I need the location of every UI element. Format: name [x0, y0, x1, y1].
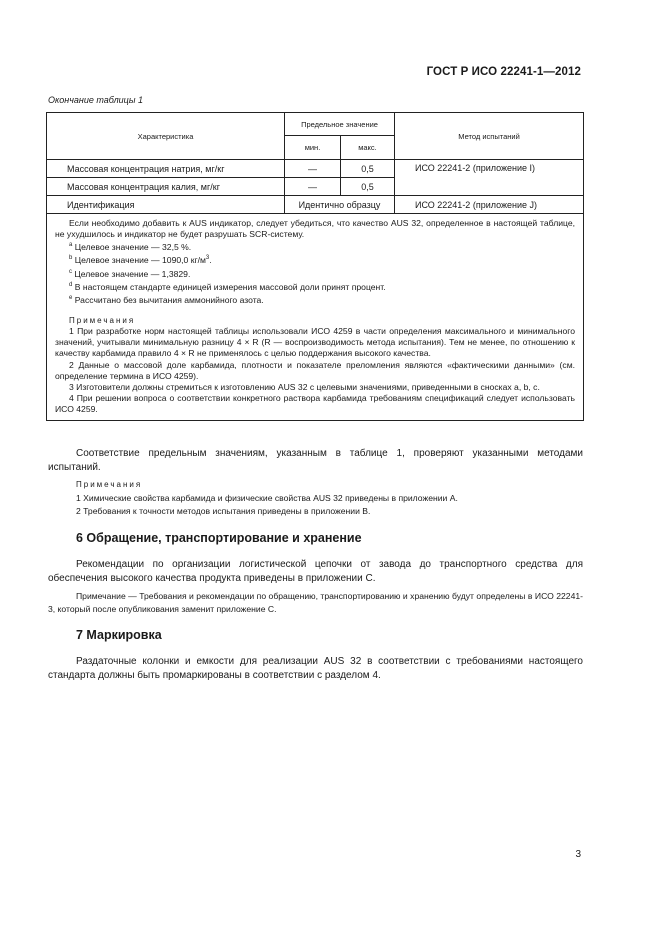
header-min: мин. — [285, 136, 341, 160]
page-number: 3 — [575, 849, 581, 860]
header-characteristic: Характеристика — [47, 113, 285, 160]
footnote-text: Целевое значение — 32,5 %. — [74, 242, 192, 253]
footnote-mark: b — [69, 255, 73, 262]
footnote-text: Рассчитано без вычитания аммонийного азота. — [74, 294, 264, 305]
paragraph-compliance: Соответствие предельным значениям, указанным в таблице 1, проверяют указанными методами испытаний. — [48, 448, 583, 473]
table-header-row — [47, 113, 584, 136]
note-2: 2 Требования к точности методов испытания приведены в приложении В. — [76, 506, 371, 516]
footnote-b — [55, 253, 575, 266]
row-name: Массовая концентрация натрия, мг/кг — [47, 160, 285, 178]
footnote-text: В настоящем стандарте единицей измерения массовой доли принят процент. — [74, 281, 386, 292]
footnote-mark: e — [69, 294, 73, 301]
footnote-mark: c — [69, 268, 72, 275]
footnote-c — [55, 267, 575, 280]
table-row — [47, 160, 584, 178]
note-handling: Примечание — Требования и рекомендации по обращению, транспортированию и хранению будут определены в ИСО 22241-3, который после опубликования заменит приложение С. — [48, 591, 583, 614]
footnote-text: Целевое значение — 1,3829. — [74, 268, 191, 279]
row-min: — — [285, 178, 341, 196]
footnote-tail: . — [209, 255, 212, 266]
paragraph-logistics: Рекомендации по организации логистической цепочки от завода до транспортного средства для обеспечения высокого качества продукта приведены в приложении С. — [48, 559, 583, 584]
footnote-a — [55, 240, 575, 253]
section-7-title: 7 Маркировка — [76, 628, 162, 642]
row-name: Идентификация — [47, 196, 285, 214]
footnote-sup: 3 — [205, 255, 210, 262]
header-method: Метод испытаний — [395, 113, 584, 160]
paragraph-marking: Раздаточные колонки и емкости для реализации AUS 32 в соответствии с требованиями настоящего стандарта должны быть промаркированы в соответствии с разделом 4. — [48, 656, 583, 681]
header-limit: Предельное значение — [285, 113, 395, 136]
row-min: — — [285, 160, 341, 178]
footnote-e — [55, 293, 575, 306]
note-item: 4 При решении вопроса о соответствии конкретного раствора карбамида требованиям спецификаций следует использовать ИСО 4259. — [55, 393, 576, 415]
note-item: 2 Данные о массовой доле карбамида, плотности и показателе преломления являются «фактическими данными» (см. определение термина в ИСО 4259). — [55, 359, 576, 381]
note-item: 3 Изготовители должны стремиться к изготовлению AUS 32 с целевыми значениями, приведенными в сносках a, b, c. — [69, 381, 540, 392]
footnote-mark: a — [69, 242, 73, 249]
footnote-d — [55, 280, 575, 293]
table-row — [47, 196, 584, 214]
footnote-text: Целевое значение — 1090,0 кг/м — [74, 255, 206, 266]
notes-label: Примечания — [69, 315, 136, 325]
section-6-title: 6 Обращение, транспортирование и хранение — [76, 531, 362, 545]
specification-table — [46, 112, 584, 421]
row-max: 0,5 — [341, 178, 395, 196]
notes-label: Примечания — [76, 480, 143, 489]
table-notes — [47, 214, 584, 421]
row-method: ИСО 22241-2 (приложение I) — [395, 160, 584, 196]
note-1: 1 Химические свойства карбамида и физические свойства AUS 32 приведены в приложении А. — [76, 493, 458, 503]
header-max: макс. — [341, 136, 395, 160]
table-notes-row — [47, 214, 584, 421]
row-max: 0,5 — [341, 160, 395, 178]
note-item: 1 При разработке норм настоящей таблицы использовали ИСО 4259 в части определения максимального и минимального значений, учитывали минимальную разницу 4 × R (R — воспроизводимость метода испытания). Тем не менее, по отношению к качеству карбамида правило 4 × R не применялось с целью поддержания высокого качества. — [55, 325, 576, 359]
row-value: Идентично образцу — [285, 196, 395, 214]
document-id: ГОСТ Р ИСО 22241-1—2012 — [426, 66, 581, 78]
row-name: Массовая концентрация калия, мг/кг — [47, 178, 285, 196]
footnote-mark: d — [69, 281, 73, 288]
notes-intro: Если необходимо добавить к AUS индикатор, следует убедиться, что качество AUS 32, определенное в настоящей таблице, не ухудшилось и индикатор не будет разрушать SCR-систему. — [55, 218, 576, 240]
table-caption: Окончание таблицы 1 — [48, 95, 143, 105]
row-method: ИСО 22241-2 (приложение J) — [395, 196, 584, 214]
